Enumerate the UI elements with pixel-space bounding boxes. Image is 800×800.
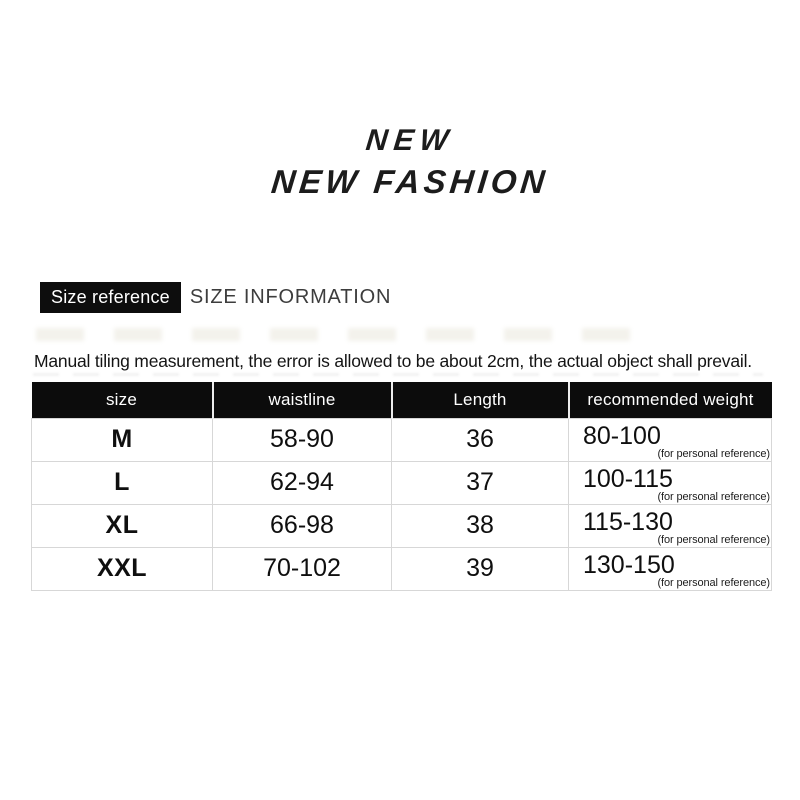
length-cell: 38 bbox=[392, 504, 569, 547]
size-cell: XXL bbox=[32, 547, 213, 590]
length-cell: 39 bbox=[392, 547, 569, 590]
weight-cell bbox=[569, 547, 772, 590]
weight-value: 80-100 bbox=[583, 421, 661, 450]
size-cell: L bbox=[32, 461, 213, 504]
weight-cell bbox=[569, 418, 772, 461]
weight-note: (for personal reference) bbox=[657, 576, 770, 589]
col-header-size: size bbox=[32, 382, 213, 418]
weight-value: 100-115 bbox=[583, 464, 673, 493]
waistline-cell: 62-94 bbox=[213, 461, 392, 504]
blurred-watermark-strip-2 bbox=[33, 373, 763, 376]
table-row bbox=[32, 504, 772, 547]
col-header-weight: recommended weight bbox=[569, 382, 772, 418]
weight-value: 130-150 bbox=[583, 550, 675, 579]
weight-note: (for personal reference) bbox=[657, 447, 770, 460]
measurement-note: Manual tiling measurement, the error is allowed to be about 2cm, the actual object shall prevail. bbox=[34, 351, 752, 371]
weight-value: 115-130 bbox=[583, 507, 673, 536]
weight-cell bbox=[569, 504, 772, 547]
weight-note: (for personal reference) bbox=[657, 490, 770, 503]
col-header-waistline: waistline bbox=[213, 382, 392, 418]
length-cell: 36 bbox=[392, 418, 569, 461]
waistline-cell: 66-98 bbox=[213, 504, 392, 547]
section-title: SIZE INFORMATION bbox=[189, 286, 392, 308]
table-row bbox=[32, 461, 772, 504]
section-header bbox=[40, 282, 391, 313]
size-table bbox=[31, 382, 772, 591]
table-row bbox=[32, 547, 772, 590]
table-row bbox=[32, 418, 772, 461]
size-cell: M bbox=[32, 418, 213, 461]
blurred-watermark-strip bbox=[36, 328, 646, 341]
size-reference-badge: Size reference bbox=[40, 282, 181, 313]
brand-line1: NEW bbox=[364, 124, 456, 157]
table-header-row bbox=[32, 382, 772, 418]
waistline-cell: 70-102 bbox=[213, 547, 392, 590]
brand-line2: NEW FASHION bbox=[269, 163, 551, 200]
waistline-cell: 58-90 bbox=[213, 418, 392, 461]
col-header-length: Length bbox=[392, 382, 569, 418]
weight-cell bbox=[569, 461, 772, 504]
size-cell: XL bbox=[32, 504, 213, 547]
weight-note: (for personal reference) bbox=[657, 533, 770, 546]
length-cell: 37 bbox=[392, 461, 569, 504]
brand-logo bbox=[269, 124, 551, 201]
